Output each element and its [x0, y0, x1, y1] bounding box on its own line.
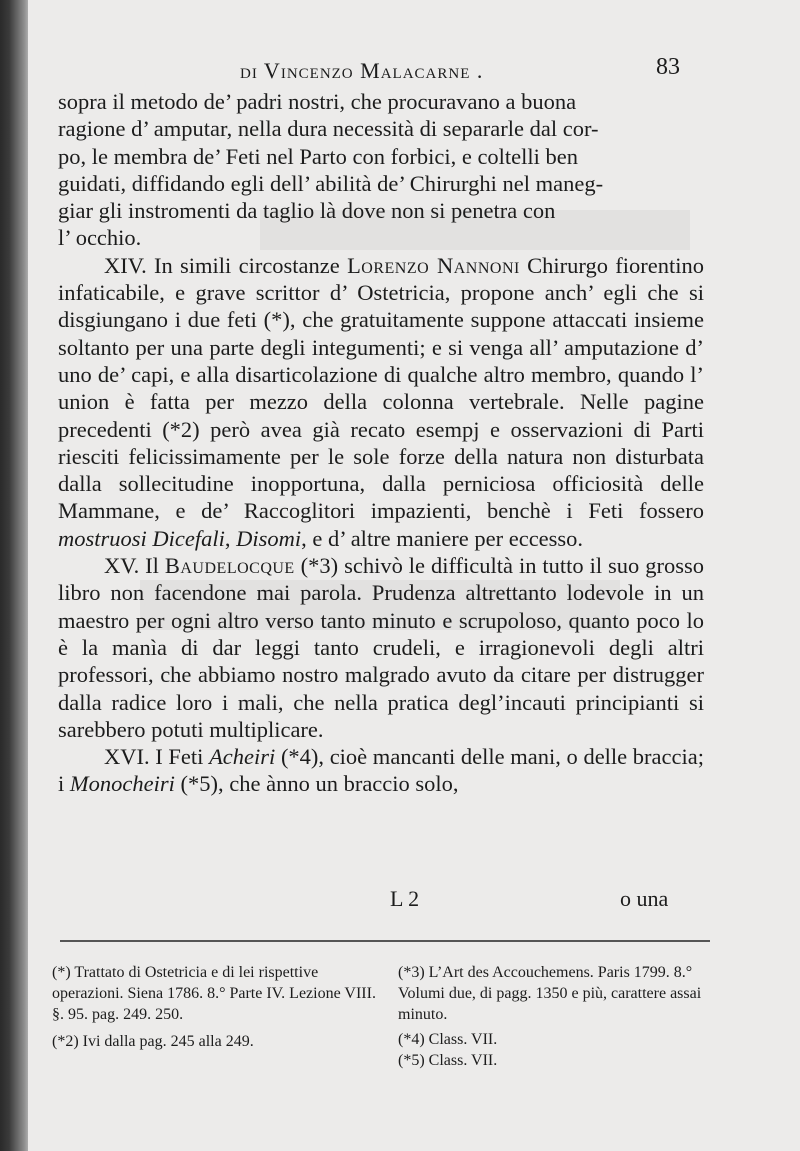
paragraph-text: (*4), cioè mancanti delle mani, o delle braccia; i — [58, 744, 704, 797]
paragraph-text: (*5), che ànno un braccio solo, — [174, 771, 459, 797]
section-number: XIV. — [104, 252, 147, 278]
paragraph-xiv — [58, 252, 704, 552]
paragraph-text: (*3) schivò le difficultà in tutto il suo grosso libro non facendone mai parola. Prudenza altrettanto lodevole in un maestro per ogni altro verso tanto minuto e scrupoloso, quanto poco lo è la manìa di dar leggi tanto crudeli, e irragionevoli degli altri professori, che abbiamo nostro malgrado avuto da citare per distrugger dalla radice loro i mali, che nella pratica degl’incauti principianti si sarebbero potuti multiplicare. — [58, 553, 704, 742]
paragraph-text: In simili circostanze — [146, 252, 348, 278]
italic-term: Disomi — [236, 525, 302, 551]
paragraph-text: I Feti — [149, 744, 210, 770]
italic-term: Acheiri — [209, 744, 276, 770]
paragraph-xvi — [58, 743, 704, 798]
catchword: o una — [620, 886, 669, 911]
paragraph-text: , — [224, 525, 237, 551]
author-name: Lorenzo Nannoni — [347, 252, 520, 278]
text-line: l’ occhio. — [58, 225, 142, 251]
text-line: giar gli instromenti da taglio là dove non si penetra con — [58, 198, 556, 224]
paragraph-text: Il — [139, 553, 165, 579]
paragraph-text: , e d’ altre maniere per eccesso. — [301, 525, 584, 551]
running-title: di Vincenzo Malacarne . — [240, 58, 484, 83]
footnote: (*3) L’Art des Accouchemens. Paris 1799. 8.° Volumi due, di pagg. 1350 e più, carattere assai minuto. — [398, 964, 702, 1023]
section-number: XVI. — [104, 744, 150, 770]
footnote: (*) Trattato di Ostetricia e di lei rispettive operazioni. Siena 1786. 8.° Parte IV. Lezione VIII. §. 95. pag. 249. 250. — [52, 964, 376, 1023]
footnote: (*4) Class. VII. — [398, 1031, 498, 1048]
section-number: XV. — [104, 553, 140, 579]
footnote-rule — [60, 940, 710, 942]
page-header — [240, 54, 780, 82]
paragraph-text: Chirurgo fiorentino infaticabile, e grave scrittor d’ Ostetricia, propone anch’ egli che si disgiungano i due feti (*), che gratuitamente suppone attaccati insieme soltanto per una parte degli integumenti; e si venga all’ amputazione d’ uno de’ capi, e alla disarticolazione di qualche altro membro, quando l’ union è fatta per mezzo della colonna vertebrale. Nelle pagine precedenti (*2) però avea già recato esempj e osservazioni di Parti riesciti felicissimamente per le sole forze della natura non disturbata dalla sollecitudine inopportuna, dalla perniciosa officiosità delle Mammane, e de’ Raccoglitori impazienti, benchè i Feti fossero — [58, 252, 704, 524]
footnotes-left — [52, 962, 382, 1052]
signature-mark: L 2 — [390, 886, 420, 911]
text-line: po, le membra de’ Feti nel Parto con forbici, e coltelli ben — [58, 143, 579, 169]
text-line: guidati, diffidando egli dell’ abilità de’ Chirurghi nel maneg- — [58, 170, 604, 196]
paragraph-xv — [58, 552, 704, 743]
footnote: (*2) Ivi dalla pag. 245 alla 249. — [52, 1033, 254, 1050]
italic-term: Monocheiri — [69, 771, 175, 797]
signature-line — [0, 886, 800, 914]
book-gutter-shadow — [0, 0, 30, 1151]
text-line: sopra il metodo de’ padri nostri, che procuravano a buona — [58, 89, 577, 114]
footnote: (*5) Class. VII. — [398, 1052, 498, 1069]
body-text — [58, 88, 704, 798]
page-number: 83 — [656, 54, 680, 80]
text-line: ragione d’ amputar, nella dura necessità di separarle dal cor- — [58, 116, 599, 142]
author-name: Baudelocque — [164, 553, 295, 579]
italic-term: mostruosi Dicefali — [58, 525, 225, 551]
footnotes-right — [398, 962, 712, 1071]
